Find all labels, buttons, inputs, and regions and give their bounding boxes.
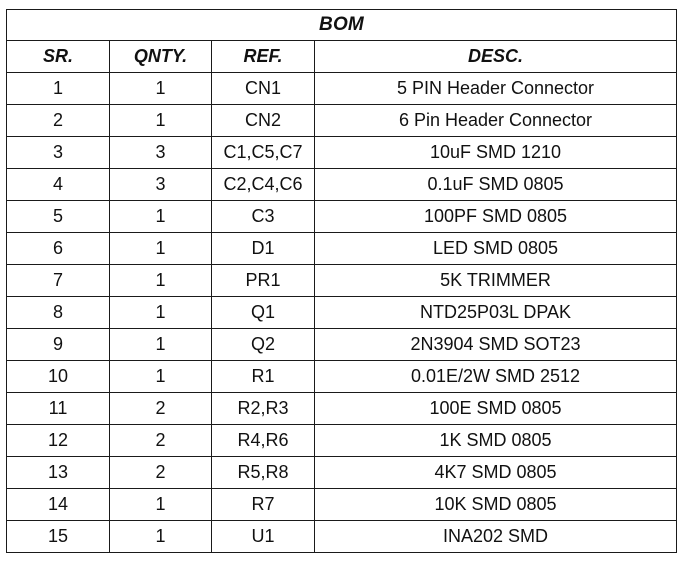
cell-sr: 4 bbox=[7, 169, 110, 201]
cell-desc: 100PF SMD 0805 bbox=[315, 201, 677, 233]
header-ref: REF. bbox=[212, 41, 315, 73]
cell-sr: 9 bbox=[7, 329, 110, 361]
cell-qnty: 1 bbox=[110, 521, 212, 553]
table-row bbox=[7, 361, 677, 393]
table-row bbox=[7, 73, 677, 105]
cell-sr: 8 bbox=[7, 297, 110, 329]
cell-ref: CN2 bbox=[212, 105, 315, 137]
cell-desc: 1K SMD 0805 bbox=[315, 425, 677, 457]
cell-sr: 15 bbox=[7, 521, 110, 553]
cell-qnty: 2 bbox=[110, 457, 212, 489]
table-row bbox=[7, 489, 677, 521]
cell-qnty: 1 bbox=[110, 73, 212, 105]
cell-desc: 5 PIN Header Connector bbox=[315, 73, 677, 105]
table-row bbox=[7, 393, 677, 425]
cell-desc: 6 Pin Header Connector bbox=[315, 105, 677, 137]
table-row bbox=[7, 137, 677, 169]
header-row bbox=[7, 41, 677, 73]
cell-sr: 12 bbox=[7, 425, 110, 457]
cell-qnty: 3 bbox=[110, 169, 212, 201]
header-qnty: QNTY. bbox=[110, 41, 212, 73]
cell-ref: R7 bbox=[212, 489, 315, 521]
cell-desc: 2N3904 SMD SOT23 bbox=[315, 329, 677, 361]
cell-desc: 0.1uF SMD 0805 bbox=[315, 169, 677, 201]
cell-qnty: 1 bbox=[110, 265, 212, 297]
cell-desc: 5K TRIMMER bbox=[315, 265, 677, 297]
cell-sr: 1 bbox=[7, 73, 110, 105]
cell-sr: 10 bbox=[7, 361, 110, 393]
cell-sr: 3 bbox=[7, 137, 110, 169]
table-row bbox=[7, 521, 677, 553]
cell-sr: 6 bbox=[7, 233, 110, 265]
cell-desc: 10K SMD 0805 bbox=[315, 489, 677, 521]
table-row bbox=[7, 169, 677, 201]
table-title: BOM bbox=[7, 10, 677, 41]
cell-qnty: 1 bbox=[110, 297, 212, 329]
cell-qnty: 1 bbox=[110, 489, 212, 521]
cell-qnty: 2 bbox=[110, 393, 212, 425]
cell-qnty: 1 bbox=[110, 329, 212, 361]
cell-desc: 10uF SMD 1210 bbox=[315, 137, 677, 169]
cell-ref: D1 bbox=[212, 233, 315, 265]
table-row bbox=[7, 233, 677, 265]
cell-ref: R1 bbox=[212, 361, 315, 393]
cell-ref: U1 bbox=[212, 521, 315, 553]
table-row bbox=[7, 201, 677, 233]
cell-qnty: 1 bbox=[110, 233, 212, 265]
cell-desc: LED SMD 0805 bbox=[315, 233, 677, 265]
cell-qnty: 1 bbox=[110, 361, 212, 393]
bom-table bbox=[6, 9, 677, 553]
table-row bbox=[7, 105, 677, 137]
cell-qnty: 1 bbox=[110, 105, 212, 137]
cell-desc: 4K7 SMD 0805 bbox=[315, 457, 677, 489]
cell-sr: 11 bbox=[7, 393, 110, 425]
table-row bbox=[7, 297, 677, 329]
cell-ref: CN1 bbox=[212, 73, 315, 105]
cell-desc: 0.01E/2W SMD 2512 bbox=[315, 361, 677, 393]
cell-desc: INA202 SMD bbox=[315, 521, 677, 553]
header-desc: DESC. bbox=[315, 41, 677, 73]
table-row bbox=[7, 425, 677, 457]
cell-ref: R2,R3 bbox=[212, 393, 315, 425]
cell-qnty: 2 bbox=[110, 425, 212, 457]
cell-ref: R4,R6 bbox=[212, 425, 315, 457]
cell-qnty: 3 bbox=[110, 137, 212, 169]
cell-ref: C3 bbox=[212, 201, 315, 233]
cell-ref: PR1 bbox=[212, 265, 315, 297]
cell-sr: 13 bbox=[7, 457, 110, 489]
cell-sr: 14 bbox=[7, 489, 110, 521]
cell-ref: C2,C4,C6 bbox=[212, 169, 315, 201]
table-row bbox=[7, 457, 677, 489]
cell-sr: 2 bbox=[7, 105, 110, 137]
cell-desc: NTD25P03L DPAK bbox=[315, 297, 677, 329]
header-sr: SR. bbox=[7, 41, 110, 73]
cell-ref: Q2 bbox=[212, 329, 315, 361]
table-row bbox=[7, 329, 677, 361]
table-row bbox=[7, 265, 677, 297]
cell-ref: R5,R8 bbox=[212, 457, 315, 489]
cell-ref: Q1 bbox=[212, 297, 315, 329]
cell-desc: 100E SMD 0805 bbox=[315, 393, 677, 425]
cell-sr: 5 bbox=[7, 201, 110, 233]
cell-qnty: 1 bbox=[110, 201, 212, 233]
cell-sr: 7 bbox=[7, 265, 110, 297]
cell-ref: C1,C5,C7 bbox=[212, 137, 315, 169]
